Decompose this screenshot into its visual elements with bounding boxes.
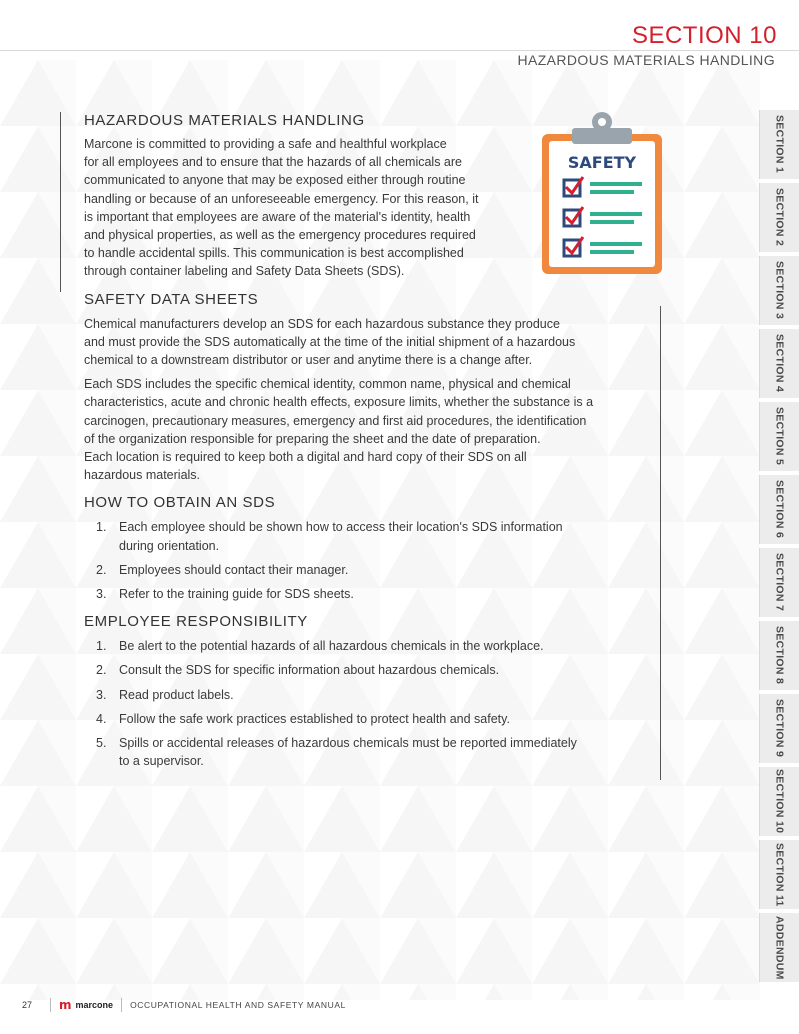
page-footer — [22, 996, 346, 1014]
list-item — [84, 686, 644, 704]
manual-title: OCCUPATIONAL HEALTH AND SAFETY MANUAL — [130, 1000, 346, 1010]
list-line: Spills or accidental releases of hazardous chemicals must be reported immediately — [119, 736, 577, 751]
sds-section — [84, 291, 644, 485]
tab-section-3[interactable] — [759, 256, 799, 325]
intro-line: through container labeling and Safety Data Sheets (SDS). — [84, 264, 405, 279]
list-line: Employees should contact their manager. — [119, 562, 349, 577]
sds-line: Each SDS includes the specific chemical identity, common name, physical and chemical — [84, 377, 571, 392]
intro-line: handling or because of an unforeseeable emergency. For this reason, it — [84, 191, 479, 206]
list-number: 4. — [96, 711, 107, 726]
list-text — [119, 518, 644, 554]
list-number: 3. — [96, 687, 107, 702]
intro-line: to handle accidental spills. This communication is best accomplished — [84, 246, 464, 261]
sds-heading: SAFETY DATA SHEETS — [84, 290, 259, 308]
marcone-logo-wordmark: marcone — [75, 1000, 114, 1010]
sds-line: and must provide the SDS automatically at the time of the initial shipment of a hazardous — [84, 334, 576, 349]
section-title: SECTION 10 — [631, 22, 777, 49]
tab-section-11[interactable] — [759, 840, 799, 909]
tab-section-4[interactable] — [759, 329, 799, 398]
list-item — [84, 585, 644, 603]
list-line: to a supervisor. — [119, 754, 204, 769]
marcone-logo-icon: m — [59, 998, 72, 1012]
tab-label: SECTION 5 — [773, 407, 786, 466]
tab-label: SECTION 10 — [773, 769, 786, 834]
tab-label: ADDENDUM — [773, 915, 786, 980]
responsibility-heading: EMPLOYEE RESPONSIBILITY — [84, 613, 308, 631]
tab-section-2[interactable] — [759, 183, 799, 252]
sds-paragraph-1 — [84, 315, 644, 370]
content-right-rule — [660, 306, 661, 780]
list-line: Follow the safe work practices established to protect health and safety. — [119, 711, 510, 726]
tab-label: SECTION 6 — [773, 480, 786, 539]
tab-label: SECTION 1 — [773, 115, 786, 174]
tab-label: SECTION 3 — [773, 261, 786, 320]
page-number: 27 — [22, 1000, 33, 1010]
list-line: during orientation. — [119, 538, 220, 553]
list-number: 1. — [96, 520, 107, 535]
intro-paragraph — [84, 135, 514, 281]
tab-section-6[interactable] — [759, 475, 799, 544]
sds-line: of the organization responsible for preparing the sheet and the date of preparation. — [84, 431, 541, 446]
intro-line: is important that employees are aware of the material's identity, health — [84, 209, 471, 224]
sds-line: hazardous materials. — [84, 468, 201, 483]
intro-line: and physical properties, as well as the emergency procedures required — [84, 228, 476, 243]
list-item — [84, 561, 644, 579]
tab-label: SECTION 11 — [773, 842, 786, 907]
intro-line: for all employees and to ensure that the hazards of all chemicals are — [84, 155, 462, 170]
intro-left-rule — [60, 112, 61, 292]
intro-line: communicated to anyone that may be exposed either through routine — [84, 173, 466, 188]
list-line: Each employee should be shown how to access their location's SDS information — [119, 520, 563, 535]
sds-paragraph-2 — [84, 375, 644, 484]
list-item — [84, 518, 644, 554]
tab-section-1[interactable] — [759, 110, 799, 179]
tab-section-10[interactable] — [759, 767, 799, 836]
tab-section-9[interactable] — [759, 694, 799, 763]
responsibility-list — [84, 637, 644, 770]
list-line: Consult the SDS for specific information about hazardous chemicals. — [119, 663, 500, 678]
intro-line: Marcone is committed to providing a safe and healthful workplace — [84, 137, 447, 151]
footer-divider — [50, 998, 51, 1012]
obtain-section — [84, 494, 644, 603]
tab-label: SECTION 4 — [773, 334, 786, 393]
tab-label: SECTION 8 — [773, 626, 786, 685]
section-subtitle: HAZARDOUS MATERIALS HANDLING — [517, 52, 775, 68]
tab-label: SECTION 9 — [773, 699, 786, 758]
sds-line: Chemical manufacturers develop an SDS for each hazardous substance they produce — [84, 316, 560, 331]
obtain-heading: HOW TO OBTAIN AN SDS — [84, 494, 276, 512]
sds-line: chemical to a downstream distributor or user and anytime there is a change after. — [84, 353, 533, 368]
tab-label: SECTION 2 — [773, 188, 786, 247]
list-text — [119, 734, 644, 770]
clipboard-checklist-icon — [540, 110, 664, 278]
intro-heading: HAZARDOUS MATERIALS HANDLING — [84, 112, 365, 129]
section-tabs — [759, 110, 799, 986]
list-item — [84, 637, 644, 655]
tab-addendum[interactable] — [759, 913, 799, 982]
sds-line: carcinogen, precautionary measures, emergency and first aid procedures, the identification — [84, 413, 587, 428]
tab-section-8[interactable] — [759, 621, 799, 690]
list-line: Be alert to the potential hazards of all hazardous chemicals in the workplace. — [119, 639, 544, 654]
tab-section-5[interactable] — [759, 402, 799, 471]
list-item — [84, 710, 644, 728]
list-line: Refer to the training guide for SDS sheets. — [119, 587, 354, 602]
footer-divider — [121, 998, 122, 1012]
sds-line: Each location is required to keep both a digital and hard copy of their SDS on all — [84, 450, 527, 465]
tab-section-7[interactable] — [759, 548, 799, 617]
responsibility-section — [84, 613, 644, 770]
list-item — [84, 661, 644, 679]
list-number: 2. — [96, 562, 107, 577]
sds-line: characteristics, acute and chronic health effects, exposure limits, whether the substance is a — [84, 395, 594, 410]
safety-label: SAFETY — [567, 153, 637, 172]
list-line: Read product labels. — [119, 687, 234, 702]
list-number: 2. — [96, 663, 107, 678]
list-number: 5. — [96, 736, 107, 751]
obtain-list — [84, 518, 644, 603]
tab-label: SECTION 7 — [773, 553, 786, 612]
list-number: 1. — [96, 639, 107, 654]
list-number: 3. — [96, 587, 107, 602]
list-item — [84, 734, 644, 770]
header-divider — [0, 50, 799, 51]
